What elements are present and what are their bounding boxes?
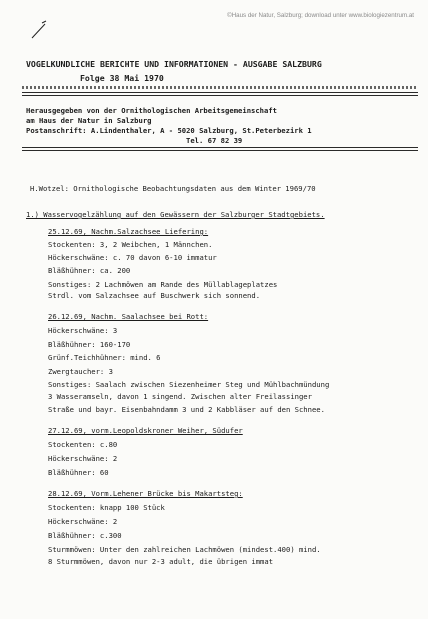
section-heading-text: 1.) Wasservogelzählung auf den Gewässern der Salzburger Stadtgebiets. [26,210,325,219]
publisher-line-1: Herausgegeben von der Ornithologischen Arbeitsgemeinschaft [26,106,277,115]
entry-heading: 26.12.69, Nachm. Saalachsee bei Rott: [48,312,209,321]
entry-line: Bläßhühner: 160-170 [48,340,131,349]
entry-line: 3 Wasseramseln, davon 1 singend. Zwischen alter Freilassinger [48,392,312,401]
phone-number: Tel. 67 82 39 [186,136,243,145]
entry-line: Zwergtaucher: 3 [48,367,113,376]
entry-line: Sturmmöwen: Unter den zahlreichen Lachmöwen (mindest.400) mind. [48,545,321,554]
entry-line: Höckerschwäne: 2 [48,454,118,463]
entry-line: Stockenten: 3, 2 Weibchen, 1 Männchen. [48,240,213,249]
entry-heading: 28.12.69, Vorm.Lehener Brücke bis Makartsteg: [48,489,243,498]
section-heading [26,210,325,219]
entry-line: Stockenten: knapp 100 Stück [48,503,165,512]
series-title: VOGELKUNDLICHE BERICHTE UND INFORMATIONEN - AUSGABE SALZBURG [26,59,322,69]
entry-line: Bläßhühner: c.300 [48,531,122,540]
header-rule-top [22,86,418,89]
issue-line: Folge 38 Mai 1970 [80,73,164,83]
entry-line: Bläßhühner: ca. 200 [48,266,131,275]
entry-heading: 27.12.69, vorm.Leopoldskroner Weiher, Südufer [48,426,243,435]
entry-line: Stockenten: c.80 [48,440,118,449]
entry-line: Sonstiges: Saalach zwischen Siezenheimer Steg und Mühlbachmündung [48,380,330,389]
pen-stroke-mark [30,20,48,40]
entry-line: Straße und bayr. Eisenbahndamm 3 und 2 Kabbläser auf den Schnee. [48,405,325,414]
entry-line: Höckerschwäne: 3 [48,326,118,335]
entry-line: Bläßhühner: 60 [48,468,109,477]
publisher-line-2: am Haus der Natur in Salzburg [26,116,152,125]
entry-line: Strdl. vom Salzachsee auf Buschwerk sich sonnend. [48,291,261,300]
entry-line: Grünf.Teichhühner: mind. 6 [48,353,161,362]
postal-address: Postanschrift: A.Lindenthaler, A - 5020 Salzburg, St.Peterbezirk 1 [26,126,312,135]
entry-heading: 25.12.69, Nachm.Salzachsee Liefering: [48,227,209,236]
copyright-watermark: ©Haus der Natur, Salzburg; download unter www.biologiezentrum.at [227,12,414,19]
header-rule-bottom [22,147,418,151]
entry-line: Sonstiges: 2 Lachmöwen am Rande des Müllablageplatzes [48,280,278,289]
entry-line: Höckerschwäne: c. 70 davon 6-10 immatur [48,253,217,262]
entry-line: 8 Sturmmöwen, davon nur 2-3 adult, die übrigen immat [48,557,274,566]
author-title: H.Wotzel: Ornithologische Beobachtungsdaten aus dem Winter 1969/70 [30,184,316,193]
header-rule-double [22,92,418,96]
entry-line: Höckerschwäne: 2 [48,517,118,526]
